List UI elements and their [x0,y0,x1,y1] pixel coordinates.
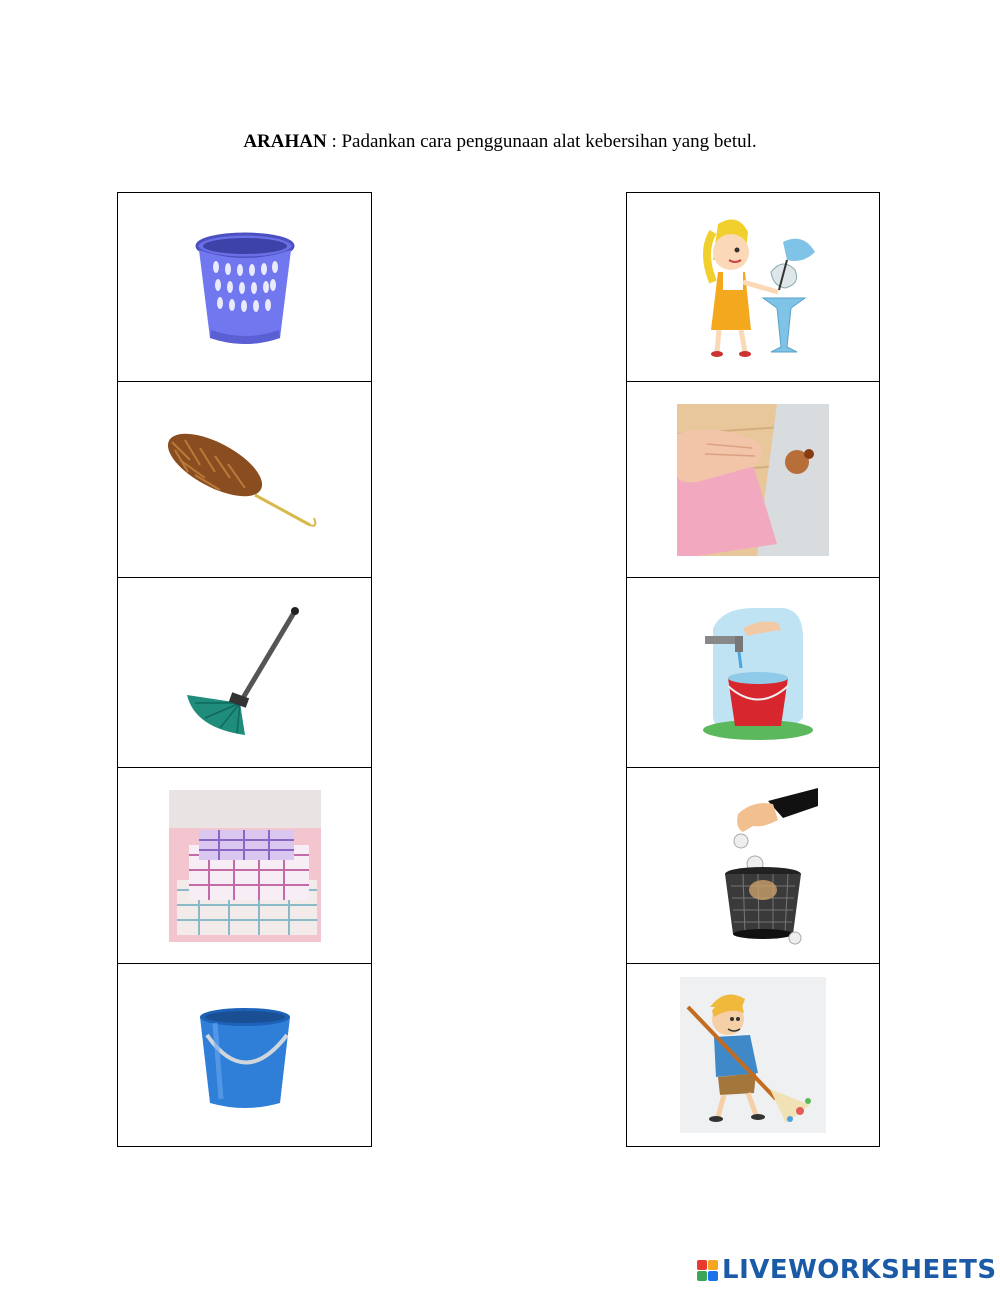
left-cell-5[interactable] [118,964,371,1146]
logo-box-blue [708,1271,718,1281]
logo-mark-icon [697,1260,718,1281]
left-cell-1[interactable] [118,193,371,382]
right-cell-5[interactable] [627,964,879,1146]
right-cell-3[interactable] [627,578,879,768]
broom-icon [175,603,315,743]
logo-box-green [697,1271,707,1281]
blue-bucket-icon [185,995,305,1115]
instruction-text: : Padankan cara penggunaan alat kebersihan yang betul. [326,131,757,152]
liveworksheets-logo [697,1255,997,1285]
logo-text: LIVEWORKSHEETS [722,1255,997,1285]
left-cell-4[interactable] [118,768,371,964]
logo-box-red [697,1260,707,1270]
instruction-label: ARAHAN [243,131,327,152]
hand-throwing-rubbish-icon [683,786,823,946]
right-cell-1[interactable] [627,193,879,382]
right-column [626,192,880,1147]
girl-dusting-vase-icon [683,212,823,362]
left-cell-2[interactable] [118,382,371,578]
right-cell-2[interactable] [627,382,879,578]
right-cell-4[interactable] [627,768,879,964]
feather-duster-icon [160,420,330,540]
instruction [0,131,1000,153]
tap-filling-bucket-icon [683,598,823,748]
left-cell-3[interactable] [118,578,371,768]
logo-box-orange [708,1260,718,1270]
left-column [117,192,372,1147]
cloth-rags-icon [169,790,321,942]
boy-sweeping-floor-icon [680,977,826,1133]
purple-waste-basket-icon [180,222,310,352]
hand-wiping-table-icon [677,404,829,556]
